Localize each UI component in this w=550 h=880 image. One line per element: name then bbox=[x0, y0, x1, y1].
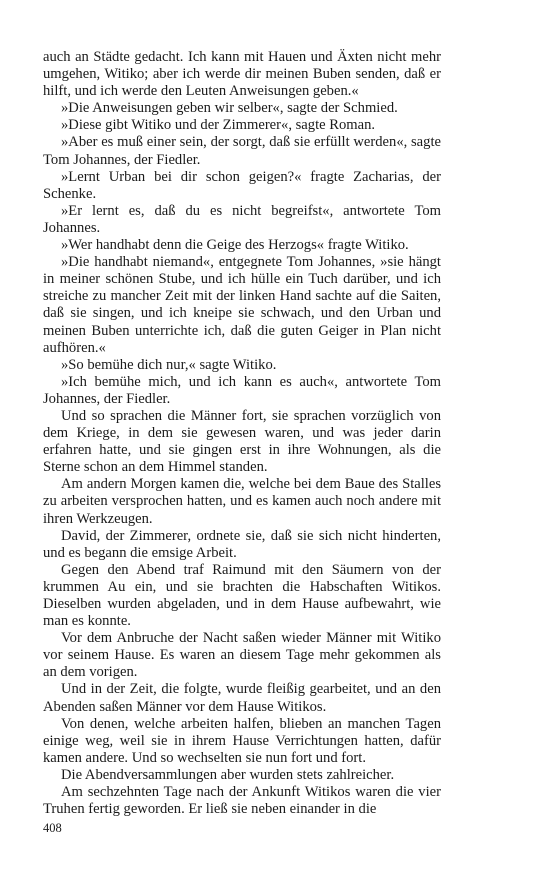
paragraph: »So bemühe dich nur,« sagte Witiko. bbox=[61, 356, 277, 373]
paragraph: auch an Städte gedacht. Ich kann mit Hauen und Äxten nicht mehr umgehen, Witiko; aber ich werde dir meinen Buben senden, daß er hilft, und ich werde den Leuten Anweisungen geben.« bbox=[43, 49, 441, 100]
page-number: 408 bbox=[43, 821, 62, 835]
body-text bbox=[43, 49, 441, 818]
paragraph: »Ich bemühe mich, und ich kann es auch«, antwortete Tom Johannes, der Fiedler. bbox=[43, 373, 441, 407]
paragraph: »Wer handhabt denn die Geige des Herzogs« fragte Witiko. bbox=[61, 237, 409, 254]
paragraph: Am sechzehnten Tage nach der Ankunft Witikos waren die vier Truhen fertig geworden. Er ließ sie neben einander in die bbox=[43, 784, 441, 818]
paragraph: »Er lernt es, daß du es nicht begreifst«, antwortete Tom Johannes. bbox=[43, 202, 441, 236]
paragraph: Und in der Zeit, die folgte, wurde fleißig gearbeitet, und an den Abenden saßen Männer vor dem Hause Witikos. bbox=[43, 681, 441, 715]
paragraph: »Aber es muß einer sein, der sorgt, daß sie erfüllt werden«, sagte Tom Johannes, der Fiedler. bbox=[43, 134, 441, 168]
paragraph: David, der Zimmerer, ordnete sie, daß sie sich nicht hinderten, und es begann die emsige Arbeit. bbox=[43, 527, 441, 561]
paragraph: Die Abendversammlungen aber wurden stets zahlreicher. bbox=[61, 766, 395, 783]
paragraph: »Diese gibt Witiko und der Zimmerer«, sagte Roman. bbox=[61, 117, 376, 134]
paragraph: Gegen den Abend traf Raimund mit den Säumern von der krummen Au ein, und sie brachten die Habschaften Witikos. Dieselben wurden abgeladen, und in dem Hause aufbewahrt, wie man es konnte. bbox=[43, 561, 441, 630]
paragraph: »Lernt Urban bei dir schon geigen?« fragte Zacharias, der Schenke. bbox=[43, 168, 441, 202]
paragraph: »Die Anweisungen geben wir selber«, sagte der Schmied. bbox=[61, 100, 398, 117]
paragraph: »Die handhabt niemand«, entgegnete Tom Johannes, »sie hängt in meiner schönen Stube, und ich hülle ein Tuch darüber, und ich streiche zu mancher Zeit mit der linken Hand sachte auf die Saiten, daß sie singen, und ich kneipe sie schwach, und den Urban und meinen Buben unterrichte ich, daß die guten Geiger in Plan nicht aufhören.« bbox=[43, 254, 441, 356]
paragraph: Vor dem Anbruche der Nacht saßen wieder Männer mit Witiko vor seinem Hause. Es waren an diesem Tage mehr gekommen als an dem vorigen. bbox=[43, 630, 441, 681]
paragraph: Und so sprachen die Männer fort, sie sprachen vorzüglich von dem Kriege, in dem sie gewesen waren, und was jeder darin erfahren hatte, und sie gingen erst in ihre Wohnungen, als die Sterne schon an dem Himmel standen. bbox=[43, 407, 441, 476]
paragraph: Von denen, welche arbeiten halfen, blieben an manchen Tagen einige weg, weil sie in ihrem Hause Verrichtungen hatten, dafür kamen andere. Und so wechselten sie nun fort und fort. bbox=[43, 715, 441, 766]
paragraph: Am andern Morgen kamen die, welche bei dem Baue des Stalles zu arbeiten versprochen hatten, und es kamen auch noch andere mit ihren Werkzeugen. bbox=[43, 476, 441, 527]
